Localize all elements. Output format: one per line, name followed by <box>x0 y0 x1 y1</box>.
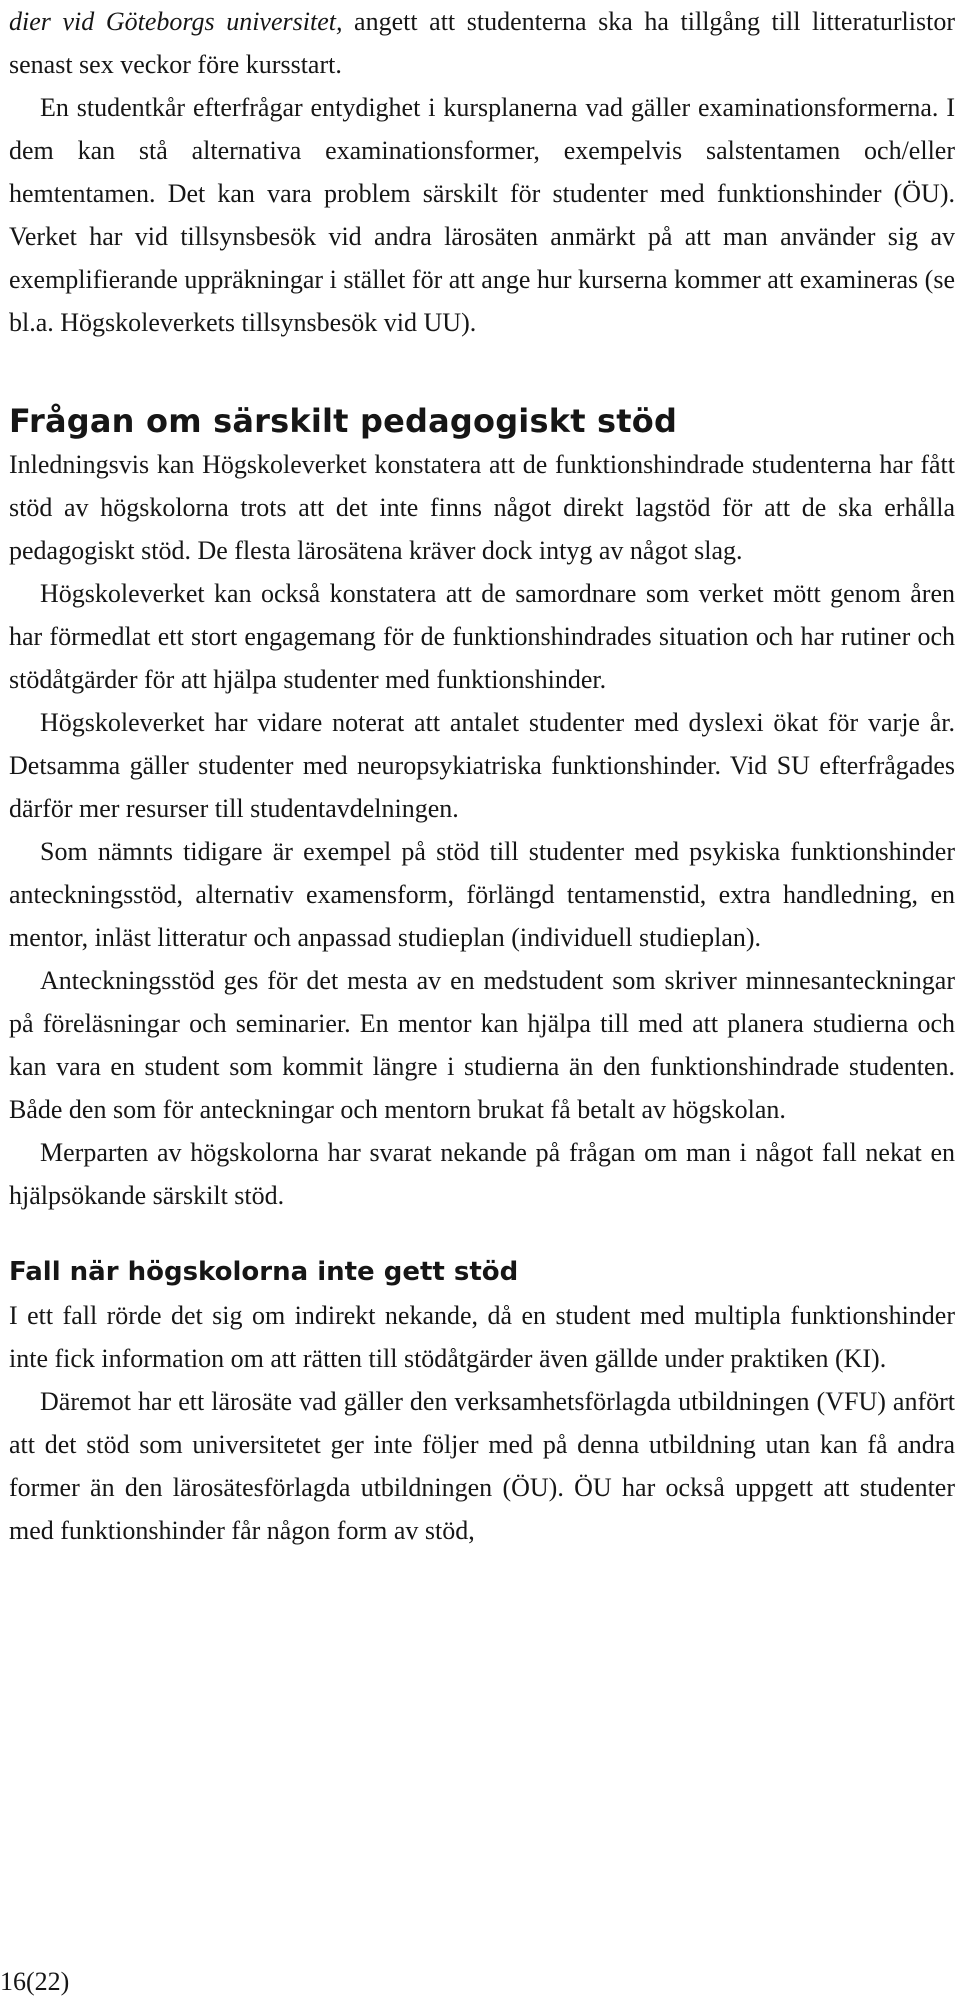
paragraph-text: angett att studenterna ska ha tillgång till litteraturlistor senast sex veckor före kursstart. <box>9 7 955 79</box>
italic-lead-text: dier vid Göteborgs universitet, <box>9 7 343 36</box>
paragraph: I ett fall rörde det sig om indirekt nekande, då en student med multipla funktionshinder inte fick information om att rätten till stödåtgärder även gällde under praktiken (KI). <box>9 1301 955 1373</box>
paragraph <box>9 0 955 86</box>
paragraph: Som nämnts tidigare är exempel på stöd till studenter med psykiska funktionshinder anteckningsstöd, alternativ examensform, förlängd tentamenstid, extra handledning, en mentor, inläst litteratur och anpassad studieplan (individuell studieplan). <box>9 837 955 952</box>
page-body <box>9 0 955 1552</box>
paragraph: Däremot har ett lärosäte vad gäller den verksamhetsförlagda utbildningen (VFU) anfört att det stöd som universitetet ger inte följer med på denna utbildning utan kan få andra former än den lärosätesförlagda utbildningen (ÖU). ÖU har också uppgett att studenter med funktionshinder får någon form av stöd, <box>9 1387 955 1545</box>
paragraph: Anteckningsstöd ges för det mesta av en medstudent som skriver minnesanteckningar på föreläsningar och seminarier. En mentor kan hjälpa till med att planera studierna och kan vara en student som kommit längre i studierna än den funktionshindrade studenten. Både den som för anteckningar och mentorn brukat få betalt av högskolan. <box>9 966 955 1124</box>
page-number: 16(22) <box>0 1967 70 1996</box>
paragraph: Högskoleverket har vidare noterat att antalet studenter med dyslexi ökat för varje år. Detsamma gäller studenter med neuropsykiatriska funktionshinder. Vid SU efterfrågades därför mer resurser till studentavdelningen. <box>9 708 955 823</box>
paragraph: Högskoleverket kan också konstatera att de samordnare som verket mött genom åren har förmedlat ett stort engagemang för de funktionshindrades situation och har rutiner och stödåtgärder för att hjälpa studenter med funktionshinder. <box>9 579 955 694</box>
paragraph: En studentkår efterfrågar entydighet i kursplanerna vad gäller examinationsformerna. I dem kan stå alternativa examinationsformer, exempelvis salstentamen och/eller hemtentamen. Det kan vara problem särskilt för studenter med funktionshinder (ÖU). Verket har vid tillsynsbesök vid andra lärosäten anmärkt på att man använder sig av exemplifierande uppräkningar i stället för att ange hur kurserna kommer att examineras (se bl.a. Högskoleverkets tillsynsbesök vid UU). <box>9 93 955 337</box>
section-heading: Frågan om särskilt pedagogiskt stöd <box>9 402 678 440</box>
paragraph: Merparten av högskolorna har svarat nekande på frågan om man i något fall nekat en hjälpsökande särskilt stöd. <box>9 1138 955 1210</box>
subsection-heading: Fall när högskolorna inte gett stöd <box>9 1257 519 1287</box>
paragraph: Inledningsvis kan Högskoleverket konstatera att de funktionshindrade studenterna har fått stöd av högskolorna trots att det inte finns något direkt lagstöd för att de ska erhålla pedagogiskt stöd. De flesta lärosätena kräver dock intyg av något slag. <box>9 450 955 565</box>
